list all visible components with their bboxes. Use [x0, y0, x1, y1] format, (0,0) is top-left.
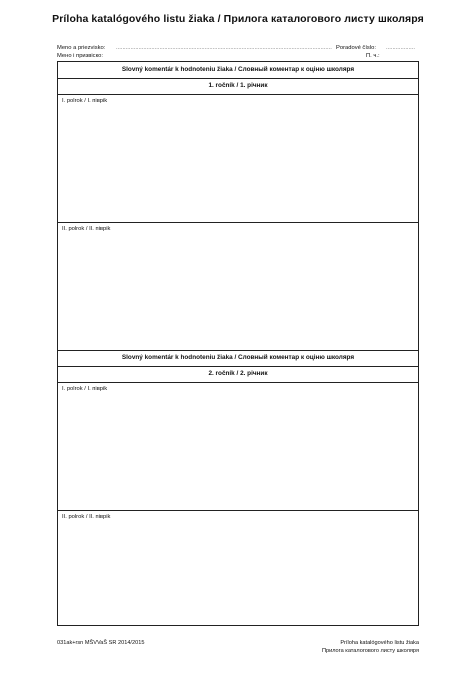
comment-header-2: Slovný komentár k hodnoteniu žiaka / Словный коментар к оціню школяря — [121, 354, 355, 361]
semester-1-label: I. polrok / I. півріk — [62, 386, 108, 392]
divider — [58, 510, 418, 511]
order-dots: .................. — [386, 45, 415, 51]
name-dots: ...................................................................................................................................... — [116, 45, 332, 51]
semester-1-label: I. polrok / I. півріk — [62, 98, 108, 104]
order-label-rue: П. ч.: — [366, 53, 380, 59]
footer-code: 031ak+rsn MŠVVaŠ SR 2014/2015 — [57, 640, 145, 646]
divider — [58, 222, 418, 223]
order-label-sk: Poradové číslo: — [336, 45, 376, 51]
name-label-rue: Мено і призвіско: — [57, 53, 104, 59]
grade-header-1: 1. ročník / 1. річник — [208, 82, 268, 89]
semester-2-label: II. polrok / II. півріk — [62, 226, 111, 232]
grade-header-2: 2. ročník / 2. річник — [208, 370, 268, 377]
semester-2-label: II. polrok / II. півріk — [62, 514, 111, 520]
comment-form-frame — [57, 61, 419, 626]
footer-title-sk: Príloha katalógového listu žiaka — [340, 640, 419, 646]
page-title: Príloha katalógového listu žiaka / Прилога каталогового листу школяря — [52, 13, 424, 25]
divider — [58, 382, 418, 383]
divider — [58, 94, 418, 95]
divider — [58, 366, 418, 367]
divider — [58, 350, 418, 351]
footer-title-rue: Прилога каталогового листу школяря — [321, 648, 419, 654]
divider — [58, 78, 418, 79]
comment-header-1: Slovný komentár k hodnoteniu žiaka / Словный коментар к оціню школяря — [121, 66, 355, 73]
name-label-sk: Meno a priezvisko: — [57, 45, 106, 51]
